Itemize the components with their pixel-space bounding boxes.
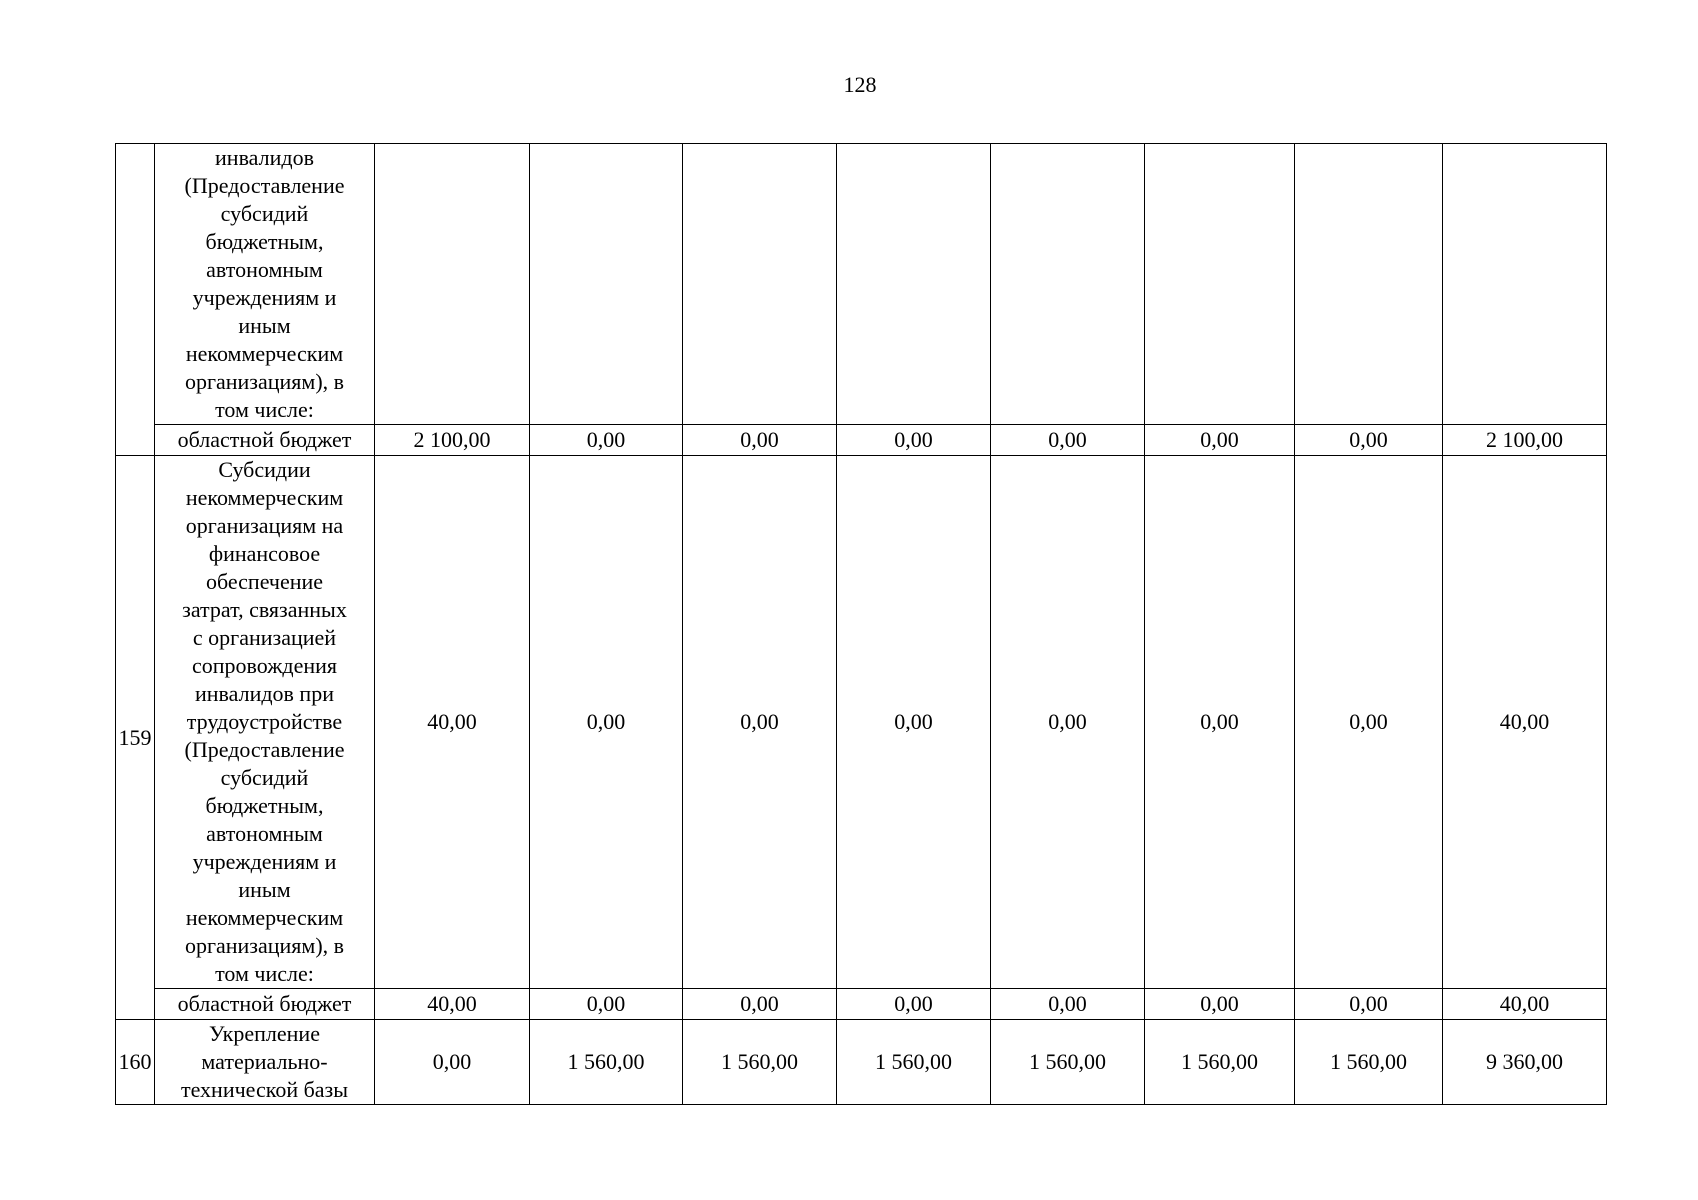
value-cell: 1 560,00 <box>837 1020 991 1105</box>
value-cell: 40,00 <box>375 456 530 989</box>
value-cell: 0,00 <box>1145 425 1295 456</box>
table-row <box>116 425 1607 456</box>
value-cell: 0,00 <box>1295 425 1443 456</box>
value-cell: 0,00 <box>837 456 991 989</box>
value-cell: 40,00 <box>375 989 530 1020</box>
value-cell <box>683 144 837 425</box>
value-cell: 0,00 <box>991 456 1145 989</box>
value-cell: 0,00 <box>683 989 837 1020</box>
value-cell: 0,00 <box>1145 989 1295 1020</box>
value-cell: 40,00 <box>1443 989 1607 1020</box>
value-cell <box>1145 144 1295 425</box>
value-cell: 1 560,00 <box>1145 1020 1295 1105</box>
value-cell: 0,00 <box>991 425 1145 456</box>
value-cell: 1 560,00 <box>991 1020 1145 1105</box>
value-cell: 0,00 <box>1295 456 1443 989</box>
value-cell: 0,00 <box>375 1020 530 1105</box>
value-cell: 9 360,00 <box>1443 1020 1607 1105</box>
value-cell: 0,00 <box>1145 456 1295 989</box>
row-number <box>116 144 155 456</box>
row-description: областной бюджет <box>155 989 375 1020</box>
value-cell: 0,00 <box>837 989 991 1020</box>
table-row <box>116 1020 1607 1105</box>
page-number: 128 <box>843 72 877 97</box>
value-cell: 0,00 <box>530 456 683 989</box>
value-cell: 0,00 <box>837 425 991 456</box>
value-cell: 0,00 <box>530 425 683 456</box>
value-cell: 0,00 <box>683 425 837 456</box>
value-cell: 2 100,00 <box>1443 425 1607 456</box>
value-cell <box>991 144 1145 425</box>
value-cell <box>837 144 991 425</box>
value-cell: 0,00 <box>991 989 1145 1020</box>
row-description: Укрепление материально- технической базы <box>155 1020 375 1105</box>
value-cell: 1 560,00 <box>683 1020 837 1105</box>
value-cell: 2 100,00 <box>375 425 530 456</box>
value-cell: 0,00 <box>1295 989 1443 1020</box>
value-cell: 40,00 <box>1443 456 1607 989</box>
value-cell <box>1295 144 1443 425</box>
value-cell <box>375 144 530 425</box>
value-cell: 1 560,00 <box>1295 1020 1443 1105</box>
value-cell: 0,00 <box>683 456 837 989</box>
budget-table <box>115 143 1607 1105</box>
row-number: 159 <box>116 456 155 1020</box>
row-number: 160 <box>116 1020 155 1105</box>
value-cell <box>1443 144 1607 425</box>
row-description: Субсидии некоммерческим организациям на финансовое обеспечение затрат, связанных с организацией сопровождения инвалидов при трудоустройстве (Предоставление субсидий бюджетным, автономным учреждениям и иным некоммерческим организациям), в том числе: <box>155 456 375 989</box>
value-cell: 0,00 <box>530 989 683 1020</box>
table-row <box>116 456 1607 989</box>
table-row <box>116 144 1607 425</box>
table-row <box>116 989 1607 1020</box>
row-description: инвалидов (Предоставление субсидий бюджетным, автономным учреждениям и иным некоммерческим организациям), в том числе: <box>155 144 375 425</box>
value-cell: 1 560,00 <box>530 1020 683 1105</box>
value-cell <box>530 144 683 425</box>
row-description: областной бюджет <box>155 425 375 456</box>
